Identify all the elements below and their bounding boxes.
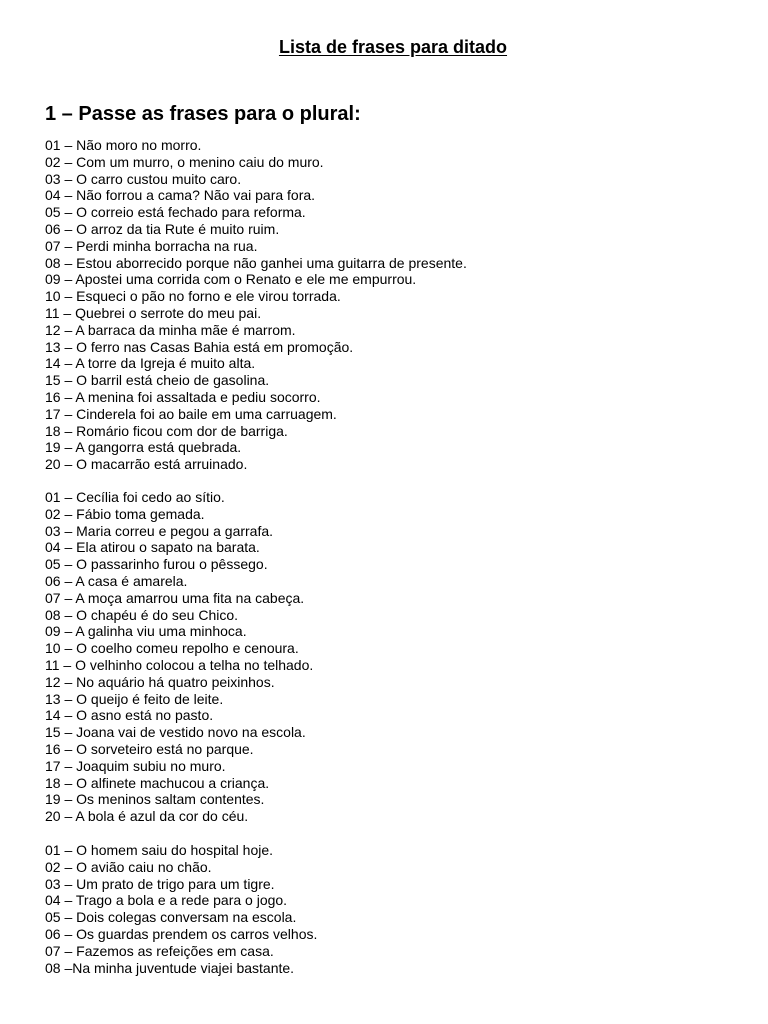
- sentence-item: 04 – Ela atirou o sapato na barata.: [45, 539, 260, 556]
- sentence-item: 08 –Na minha juventude viajei bastante.: [45, 959, 295, 976]
- sentence-item: 13 – O ferro nas Casas Bahia está em promoção.: [45, 338, 354, 355]
- sentence-item: 09 – Apostei uma corrida com o Renato e ele me empurrou.: [45, 271, 417, 288]
- sentence-item: 17 – Joaquim subiu no muro.: [45, 757, 226, 774]
- sentence-item: 13 – O queijo é feito de leite.: [45, 690, 224, 707]
- sentence-item: 03 – Um prato de trigo para um tigre.: [45, 875, 275, 892]
- sentence-item: 06 – A casa é amarela.: [45, 572, 188, 589]
- sentence-item: 03 – O carro custou muito caro.: [45, 170, 242, 187]
- sentence-item: 01 – Cecília foi cedo ao sítio.: [45, 489, 225, 505]
- sentence-item: 01 – Não moro no morro.: [45, 137, 202, 153]
- sentence-item: 06 – Os guardas prendem os carros velhos.: [45, 925, 318, 942]
- sentence-item: 07 – Fazemos as refeições em casa.: [45, 942, 274, 959]
- sentence-item: 16 – O sorveteiro está no parque.: [45, 740, 254, 757]
- sentence-item: 14 – O asno está no pasto.: [45, 707, 214, 724]
- sentence-item: 01 – O homem saiu do hospital hoje.: [45, 842, 274, 858]
- sentence-item: 07 – A moça amarrou uma fita na cabeça.: [45, 589, 305, 606]
- sentence-item: 15 – Joana vai de vestido novo na escola.: [45, 724, 306, 741]
- sentence-item: 04 – Não forrou a cama? Não vai para fora.: [45, 187, 316, 204]
- sentence-item: 05 – O passarinho furou o pêssego.: [45, 556, 268, 573]
- sentence-item: 19 – Os meninos saltam contentes.: [45, 791, 265, 808]
- sentence-item: 18 – O alfinete machucou a criança.: [45, 774, 270, 791]
- sentence-list-1: [45, 137, 467, 473]
- sentence-item: 08 – O chapéu é do seu Chico.: [45, 606, 239, 623]
- sentence-item: 17 – Cinderela foi ao baile em uma carruagem.: [45, 405, 337, 422]
- sentence-item: 10 – O coelho comeu repolho e cenoura.: [45, 640, 299, 657]
- document-title: Lista de frases para ditado: [278, 37, 508, 57]
- sentence-item: 15 – O barril está cheio de gasolina.: [45, 372, 270, 389]
- sentence-item: 02 – Com um murro, o menino caiu do muro.: [45, 153, 324, 170]
- sentence-item: 06 – O arroz da tia Rute é muito ruim.: [45, 220, 280, 237]
- sentence-item: 12 – A barraca da minha mãe é marrom.: [45, 321, 296, 338]
- sentence-item: 08 – Estou aborrecido porque não ganhei uma guitarra de presente.: [45, 254, 467, 271]
- sentence-item: 05 – O correio está fechado para reforma.: [45, 204, 306, 221]
- sentence-item: 07 – Perdi minha borracha na rua.: [45, 237, 258, 254]
- sentence-item: 05 – Dois colegas conversam na escola.: [45, 909, 297, 926]
- sentence-item: 16 – A menina foi assaltada e pediu socorro.: [45, 388, 321, 405]
- sentence-item: 18 – Romário ficou com dor de barriga.: [45, 422, 288, 439]
- sentence-item: 10 – Esqueci o pão no forno e ele virou torrada.: [45, 288, 341, 305]
- sentence-item: 04 – Trago a bola e a rede para o jogo.: [45, 892, 288, 909]
- sentence-item: 20 – O macarrão está arruinado.: [45, 456, 248, 473]
- sentence-item: 14 – A torre da Igreja é muito alta.: [45, 355, 256, 372]
- sentence-list-3: [45, 842, 317, 976]
- section-heading: 1 – Passe as frases para o plural:: [45, 103, 361, 125]
- sentence-item: 02 – O avião caiu no chão.: [45, 858, 212, 875]
- sentence-list-2: [45, 489, 313, 825]
- sentence-item: 12 – No aquário há quatro peixinhos.: [45, 673, 275, 690]
- sentence-item: 11 – O velhinho colocou a telha no telhado.: [45, 656, 314, 673]
- sentence-item: 09 – A galinha viu uma minhoca.: [45, 623, 247, 640]
- sentence-item: 19 – A gangorra está quebrada.: [45, 439, 242, 456]
- sentence-item: 03 – Maria correu e pegou a garrafa.: [45, 522, 274, 539]
- sentence-item: 02 – Fábio toma gemada.: [45, 505, 205, 522]
- sentence-item: 20 – A bola é azul da cor do céu.: [45, 808, 249, 825]
- sentence-item: 11 – Quebrei o serrote do meu pai.: [45, 304, 262, 321]
